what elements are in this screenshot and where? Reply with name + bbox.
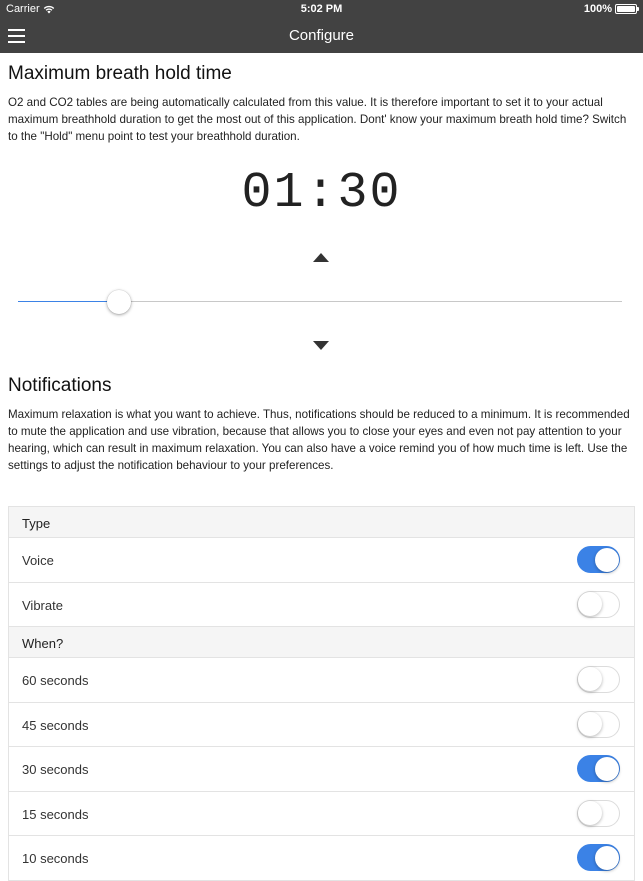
toggle-knob: [595, 846, 619, 870]
slider-thumb[interactable]: [107, 290, 131, 314]
increase-arrow-icon[interactable]: [313, 253, 329, 262]
toggle-knob: [578, 712, 602, 736]
when-option-toggle[interactable]: [577, 666, 620, 693]
carrier-label: Carrier: [6, 3, 40, 15]
type-option-label: Voice: [22, 553, 54, 568]
breath-hold-title: Maximum breath hold time: [8, 63, 232, 84]
battery-status: [584, 3, 637, 15]
when-option-label: 10 seconds: [22, 851, 89, 866]
list-item: [9, 792, 634, 837]
breath-hold-timer: 01:30: [241, 165, 402, 222]
notifications-description: Maximum relaxation is what you want to achieve. Thus, notifications should be reduced to a minimum. It is recommended to mute the application and use vibration, because that allows you to close your eyes and even not pay attention to your hearing, which can result in maximum relaxation. You can also have a voice remind you of how much time is left. Use the settings to adjust the notification behaviour to your preferences.: [8, 408, 630, 472]
toggle-knob: [595, 548, 619, 572]
list-item: [9, 538, 634, 583]
notification-settings-list: [8, 506, 635, 881]
list-item: [9, 836, 634, 881]
toggle-knob: [578, 801, 602, 825]
when-option-toggle[interactable]: [577, 800, 620, 827]
when-option-toggle[interactable]: [577, 844, 620, 871]
decrease-arrow-icon[interactable]: [313, 341, 329, 350]
type-option-toggle[interactable]: [577, 546, 620, 573]
page-title: Configure: [288, 27, 355, 44]
type-option-label: Vibrate: [22, 597, 63, 613]
list-item: [9, 703, 634, 748]
status-time: 5:02 PM: [300, 3, 343, 15]
battery-label: 100%: [583, 3, 612, 15]
type-option-toggle[interactable]: [577, 591, 620, 618]
when-option-label: 45 seconds: [22, 717, 89, 733]
slider-fill: [18, 301, 119, 302]
nav-bar: [0, 18, 643, 53]
toggle-knob: [578, 667, 602, 691]
when-header: When?: [9, 627, 634, 658]
list-item: [9, 583, 634, 628]
breath-hold-description: O2 and CO2 tables are being automatically calculated from this value. It is therefore important to set it to your actual maximum breathhold duration to get the most out of this application. Dont' know your maximum breath hold time? Switch to the "Hold" menu point to test your breathhold duration.: [8, 96, 627, 143]
when-option-label: 60 seconds: [22, 673, 89, 688]
toggle-knob: [578, 592, 602, 616]
battery-icon: [615, 4, 637, 14]
breath-hold-slider[interactable]: [18, 290, 622, 314]
when-option-toggle[interactable]: [577, 711, 620, 738]
notifications-title: Notifications: [8, 375, 112, 396]
when-option-toggle[interactable]: [577, 755, 620, 782]
when-option-label: 15 seconds: [22, 806, 89, 822]
toggle-knob: [595, 757, 619, 781]
list-item: [9, 747, 634, 792]
type-header: Type: [9, 507, 634, 538]
list-item: [9, 658, 634, 703]
when-option-label: 30 seconds: [22, 762, 89, 777]
status-bar: [0, 0, 643, 18]
